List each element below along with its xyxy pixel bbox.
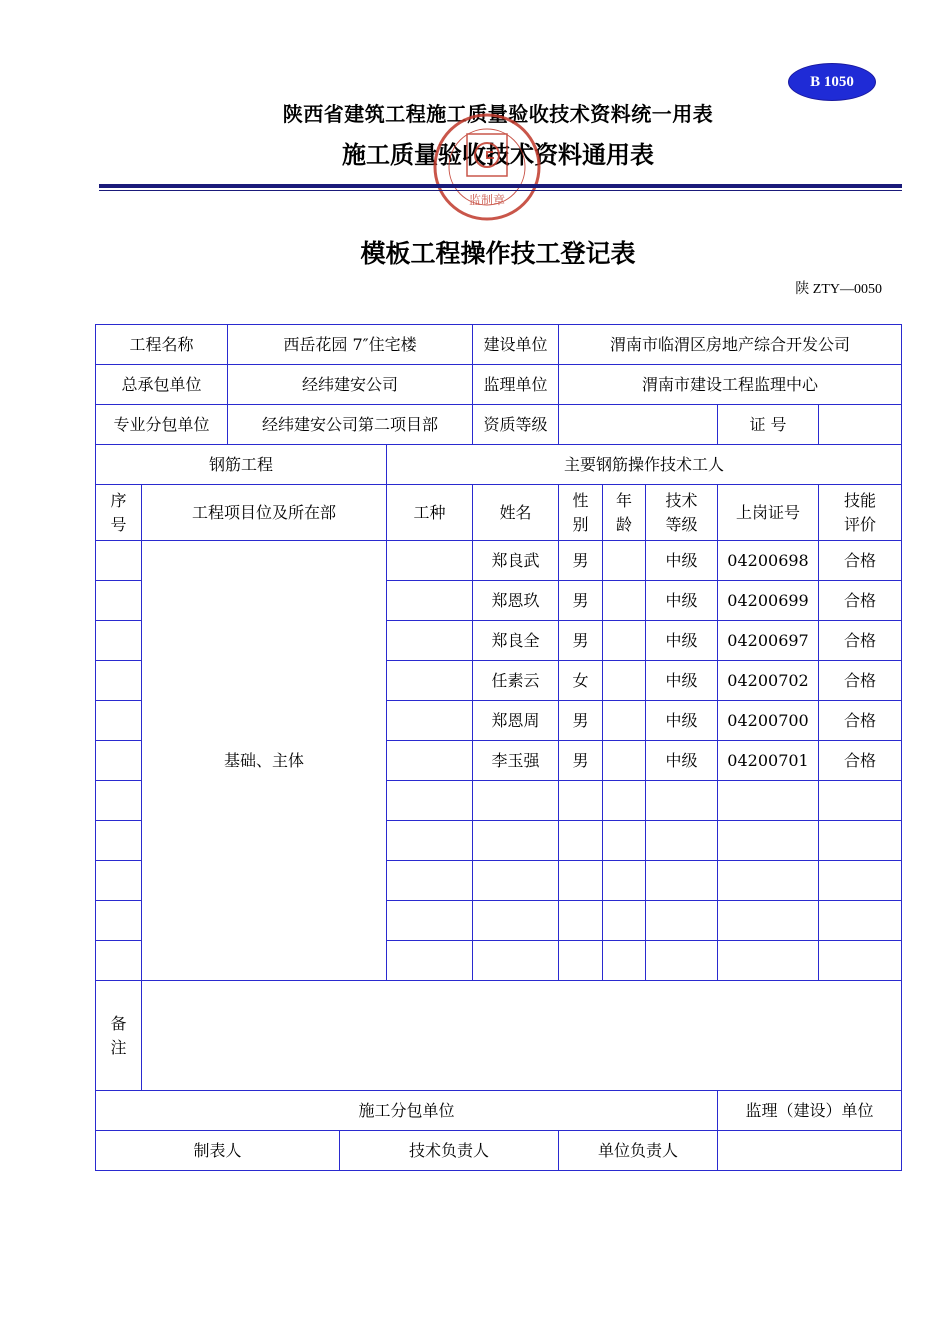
worker-trade [387, 621, 473, 661]
worker-age [603, 621, 646, 661]
col-location: 工程项目位及所在部 [142, 485, 387, 541]
supervisor-label: 监理单位 [473, 365, 559, 405]
worker-age [603, 581, 646, 621]
section-right-heading: 主要钢筋操作技术工人 [387, 445, 902, 485]
worker-trade [387, 941, 473, 981]
worker-trade [387, 701, 473, 741]
worker-trade [387, 741, 473, 781]
remarks-label: 备 注 [96, 981, 142, 1091]
worker-gender: 男 [559, 541, 603, 581]
builder-value: 渭南市临渭区房地产综合开发公司 [559, 325, 902, 365]
worker-name: 郑恩玖 [473, 581, 559, 621]
worker-name [473, 901, 559, 941]
worker-row [96, 541, 902, 581]
worker-cert: 04200700 [718, 701, 819, 741]
worker-seq [96, 621, 142, 661]
worker-gender [559, 941, 603, 981]
col-eval: 技能 评价 [819, 485, 902, 541]
worker-seq [96, 861, 142, 901]
worker-name [473, 861, 559, 901]
supervisor-value: 渭南市建设工程监理中心 [559, 365, 902, 405]
worker-name [473, 781, 559, 821]
worker-eval: 合格 [819, 621, 902, 661]
worker-grade: 中级 [646, 741, 718, 781]
worker-seq [96, 901, 142, 941]
worker-gender: 女 [559, 661, 603, 701]
location-value: 基础、主体 [142, 541, 387, 981]
worker-seq [96, 781, 142, 821]
worker-eval [819, 941, 902, 981]
worker-gender: 男 [559, 701, 603, 741]
worker-cert [718, 781, 819, 821]
worker-age [603, 701, 646, 741]
header-title: 陕西省建筑工程施工质量验收技术资料统一用表 [282, 102, 714, 126]
worker-trade [387, 541, 473, 581]
worker-grade [646, 941, 718, 981]
worker-age [603, 901, 646, 941]
supervision-seal [430, 112, 544, 222]
worker-gender [559, 781, 603, 821]
worker-eval: 合格 [819, 661, 902, 701]
col-cert-no: 上岗证号 [718, 485, 819, 541]
worker-cert: 04200697 [718, 621, 819, 661]
general-contractor-label: 总承包单位 [96, 365, 228, 405]
worker-gender: 男 [559, 581, 603, 621]
worker-name: 任素云 [473, 661, 559, 701]
footer-sub-unit: 施工分包单位 [96, 1091, 718, 1131]
form-code: 陕 ZTY—0050 [795, 282, 882, 297]
col-gender: 性 别 [559, 485, 603, 541]
worker-seq [96, 821, 142, 861]
worker-trade [387, 901, 473, 941]
col-age: 年 龄 [603, 485, 646, 541]
footer-supervision-signature [718, 1131, 902, 1171]
worker-name [473, 941, 559, 981]
worker-gender: 男 [559, 621, 603, 661]
worker-name: 李玉强 [473, 741, 559, 781]
worker-gender [559, 861, 603, 901]
worker-trade [387, 781, 473, 821]
subcontractor-label: 专业分包单位 [96, 405, 228, 445]
cert-label: 证 号 [718, 405, 819, 445]
worker-cert [718, 901, 819, 941]
col-name: 姓名 [473, 485, 559, 541]
worker-trade [387, 861, 473, 901]
worker-grade [646, 861, 718, 901]
header-subtitle: 施工质量验收技术资料通用表 [342, 140, 654, 169]
worker-name: 郑恩周 [473, 701, 559, 741]
worker-grade: 中级 [646, 581, 718, 621]
footer-supervision-unit: 监理（建设）单位 [718, 1091, 902, 1131]
worker-gender [559, 821, 603, 861]
worker-grade: 中级 [646, 621, 718, 661]
general-contractor-value: 经纬建安公司 [228, 365, 473, 405]
worker-eval: 合格 [819, 581, 902, 621]
worker-grade [646, 821, 718, 861]
worker-trade [387, 821, 473, 861]
remarks-value [142, 981, 902, 1091]
worker-seq [96, 941, 142, 981]
worker-age [603, 821, 646, 861]
worker-name [473, 821, 559, 861]
worker-grade: 中级 [646, 541, 718, 581]
worker-eval: 合格 [819, 701, 902, 741]
footer-unit-lead: 单位负责人 [559, 1131, 718, 1171]
footer-tech-lead: 技术负责人 [340, 1131, 559, 1171]
worker-seq [96, 541, 142, 581]
worker-eval [819, 901, 902, 941]
qualification-label: 资质等级 [473, 405, 559, 445]
worker-cert: 04200702 [718, 661, 819, 701]
builder-label: 建设单位 [473, 325, 559, 365]
worker-eval [819, 781, 902, 821]
worker-eval: 合格 [819, 541, 902, 581]
worker-grade: 中级 [646, 661, 718, 701]
worker-cert [718, 821, 819, 861]
project-name-label: 工程名称 [96, 325, 228, 365]
worker-grade [646, 901, 718, 941]
header-rule-thick [99, 184, 902, 188]
worker-age [603, 541, 646, 581]
worker-seq [96, 661, 142, 701]
section-left-heading: 钢筋工程 [96, 445, 387, 485]
seal-text: 监制章 [468, 193, 506, 207]
qualification-value [559, 405, 718, 445]
worker-age [603, 781, 646, 821]
worker-cert: 04200699 [718, 581, 819, 621]
worker-eval: 合格 [819, 741, 902, 781]
registration-table [95, 324, 902, 1171]
worker-seq [96, 581, 142, 621]
worker-cert [718, 941, 819, 981]
worker-seq [96, 741, 142, 781]
header-rule-thin [99, 190, 902, 191]
worker-grade: 中级 [646, 701, 718, 741]
form-title: 模板工程操作技工登记表 [360, 239, 636, 268]
worker-grade [646, 781, 718, 821]
cert-value [819, 405, 902, 445]
col-seq: 序 号 [96, 485, 142, 541]
worker-cert: 04200701 [718, 741, 819, 781]
project-name-value: 西岳花园 7″住宅楼 [228, 325, 473, 365]
worker-name: 郑良武 [473, 541, 559, 581]
worker-cert: 04200698 [718, 541, 819, 581]
worker-gender: 男 [559, 741, 603, 781]
worker-age [603, 861, 646, 901]
worker-trade [387, 581, 473, 621]
worker-age [603, 941, 646, 981]
worker-name: 郑良全 [473, 621, 559, 661]
worker-cert [718, 861, 819, 901]
form-number-badge: B 1050 [788, 63, 876, 101]
worker-trade [387, 661, 473, 701]
col-grade: 技术 等级 [646, 485, 718, 541]
worker-age [603, 661, 646, 701]
worker-age [603, 741, 646, 781]
footer-preparer: 制表人 [96, 1131, 340, 1171]
worker-eval [819, 821, 902, 861]
worker-eval [819, 861, 902, 901]
worker-gender [559, 901, 603, 941]
worker-seq [96, 701, 142, 741]
col-trade: 工种 [387, 485, 473, 541]
subcontractor-value: 经纬建安公司第二项目部 [228, 405, 473, 445]
